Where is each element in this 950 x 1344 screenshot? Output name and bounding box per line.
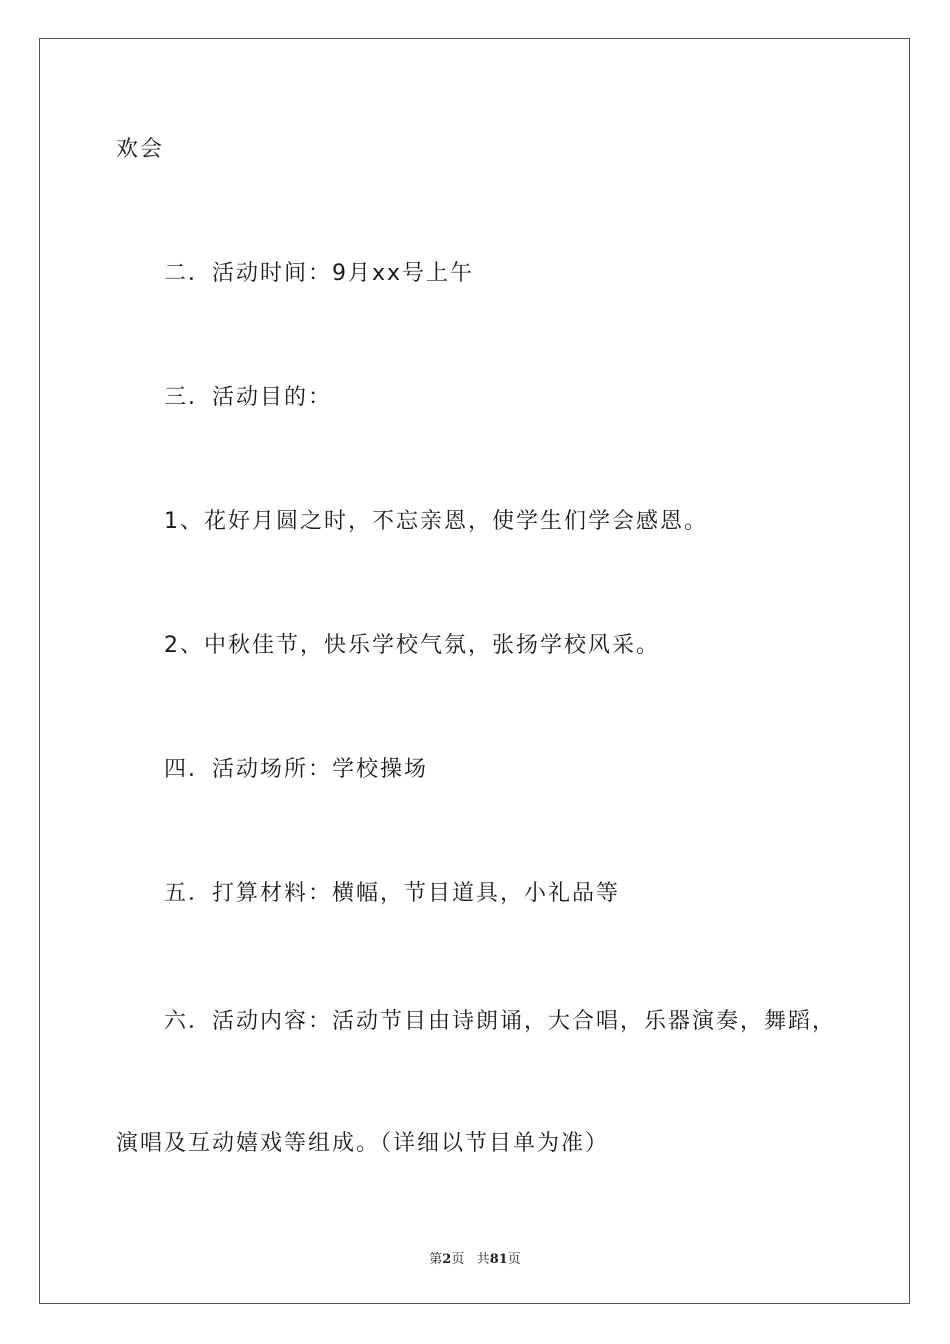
footer-page-suffix: 页 — [451, 1252, 465, 1267]
page-border — [39, 38, 910, 1304]
footer-page-prefix: 第 — [429, 1252, 443, 1267]
text-line-4: 1、花好月圆之时，不忘亲恩，使学生们学会感恩。 — [164, 509, 708, 534]
text-line-7: 五．打算材料：横幅，节目道具，小礼品等 — [164, 881, 621, 906]
text-line-6: 四．活动场所：学校操场 — [164, 757, 429, 782]
text-line-1: 欢会 — [116, 137, 165, 162]
footer-total-prefix: 共 — [476, 1252, 490, 1267]
footer-page-number: 2 — [442, 1252, 452, 1267]
page-footer — [0, 1248, 950, 1267]
footer-total-pages: 81 — [489, 1252, 508, 1267]
text-line-9: 演唱及互动嬉戏等组成。（详细以节目单为准） — [116, 1131, 610, 1156]
text-line-3: 三．活动目的： — [164, 385, 333, 410]
text-line-8: 六．活动内容：活动节目由诗朗诵，大合唱，乐器演奏，舞蹈， — [164, 1009, 837, 1034]
text-line-2: 二．活动时间：9月xx号上午 — [164, 261, 475, 286]
text-line-5: 2、中秋佳节，快乐学校气氛，张扬学校风采。 — [164, 633, 660, 658]
footer-total-suffix: 页 — [507, 1252, 521, 1267]
